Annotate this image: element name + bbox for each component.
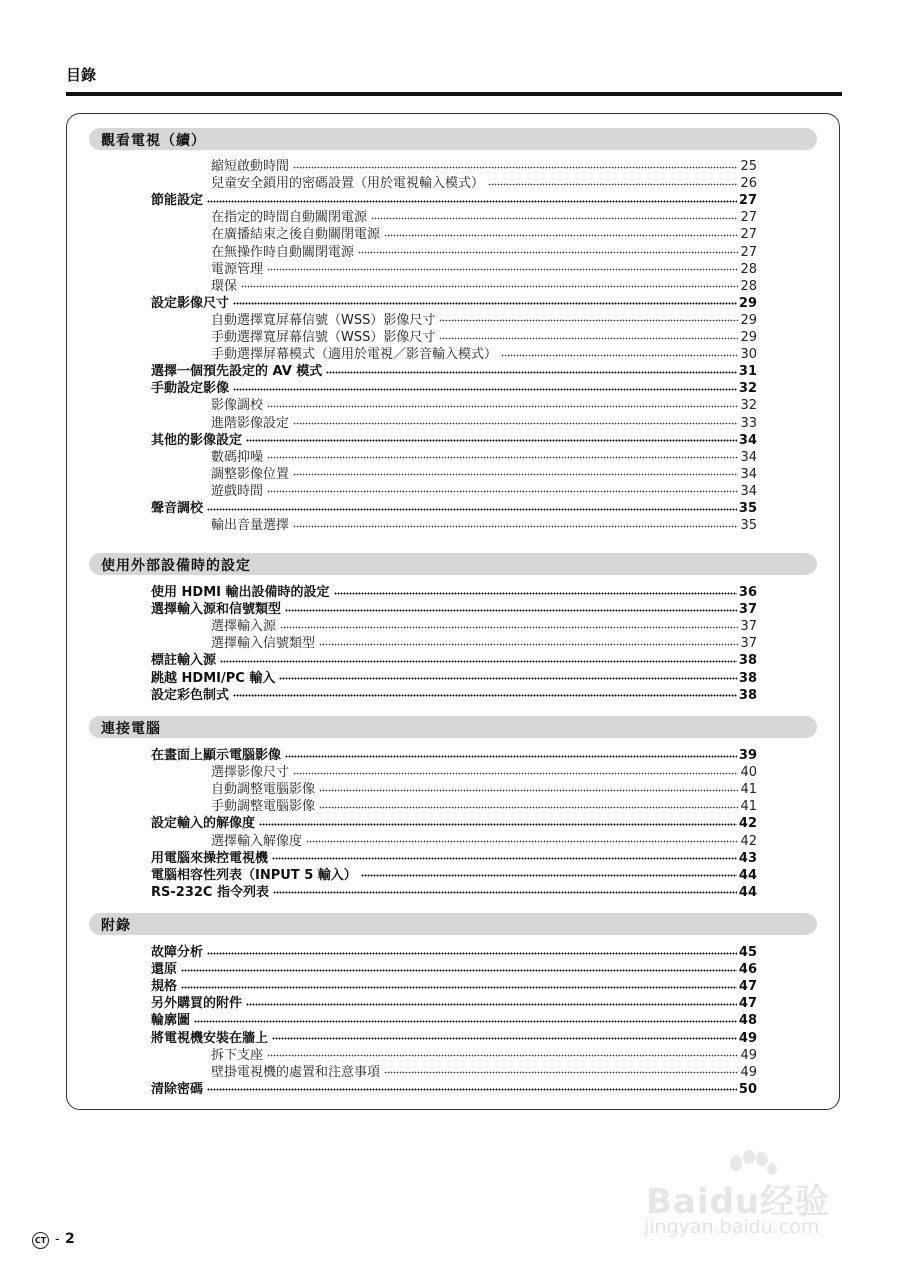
toc-entry-page: 29 <box>740 312 757 328</box>
toc-entry-page: 46 <box>738 962 757 978</box>
toc-subentry[interactable] <box>211 635 757 652</box>
dot-leader <box>181 968 737 972</box>
toc-entry-label: 環保 <box>211 278 238 294</box>
toc-subentry[interactable] <box>211 1047 757 1064</box>
toc-entry-label: 輪廓圖 <box>151 1013 191 1029</box>
toc-entry-label: 選擇影像尺寸 <box>211 765 290 781</box>
toc-entry-page: 47 <box>738 979 757 995</box>
dot-leader <box>194 1019 737 1023</box>
section-title: 使用外部設備時的設定 <box>101 558 251 574</box>
toc-entry-page: 36 <box>738 585 757 600</box>
toc-entry-label: 規格 <box>151 979 178 995</box>
toc-entry[interactable] <box>151 500 757 517</box>
toc-entry-page: 34 <box>740 449 757 465</box>
toc-entry-label: 進階影像設定 <box>211 415 290 431</box>
toc-entry-label: 在指定的時間自動關閉電源 <box>211 210 368 226</box>
toc-entry-page: 44 <box>738 867 757 883</box>
toc-entry-page: 28 <box>740 261 757 277</box>
toc-entry-page: 34 <box>740 466 757 482</box>
toc-entry-page: 26 <box>740 176 757 192</box>
toc-entry-label: 自動調整電腦影像 <box>211 782 316 798</box>
toc-entry-page: 37 <box>740 636 757 652</box>
dot-leader <box>273 891 737 895</box>
section-title: 觀看電視（續） <box>101 133 206 149</box>
toc-entry[interactable] <box>151 601 757 618</box>
dot-leader <box>241 285 738 289</box>
toc-entry-page: 27 <box>740 210 757 226</box>
toc-entry-label: 節能設定 <box>151 193 204 209</box>
dot-leader <box>272 857 737 861</box>
toc-entry-label: 還原 <box>151 962 178 978</box>
toc-entry[interactable] <box>151 192 757 209</box>
toc-entry-label: 將電視機安裝在牆上 <box>151 1030 269 1046</box>
toc-entry-label: 使用 HDMI 輸出設備時的設定 <box>151 585 330 600</box>
dot-leader <box>233 302 737 306</box>
toc-entry-label: 設定影像尺寸 <box>151 295 230 311</box>
footer-page-number: 2 <box>65 1231 75 1247</box>
toc-entry-label: 拆下支座 <box>211 1047 264 1063</box>
toc-entry-page: 49 <box>740 1047 757 1063</box>
toc-entry-page: 42 <box>738 816 757 832</box>
footer-lang-badge: CT <box>32 1232 49 1249</box>
dot-leader <box>439 336 738 340</box>
toc-entry-page: 29 <box>740 330 757 345</box>
toc-entry[interactable] <box>151 1012 757 1029</box>
toc-entry-label: 影像調校 <box>211 398 264 414</box>
toc-subentry[interactable] <box>211 483 757 500</box>
toc-subentry[interactable] <box>211 329 757 346</box>
dot-leader <box>207 1088 737 1092</box>
toc-entry-label: 手動設定影像 <box>151 381 230 397</box>
toc-entry-page: 37 <box>740 619 757 635</box>
toc-entry-page: 39 <box>738 748 757 763</box>
toc-subentry[interactable] <box>211 175 757 192</box>
toc-subentry[interactable] <box>211 466 757 483</box>
toc-entry[interactable] <box>151 380 757 397</box>
section-header <box>89 128 817 150</box>
toc-entry-page: 34 <box>740 483 757 499</box>
dot-leader <box>267 456 738 460</box>
toc-entry-label: 聲音調校 <box>151 501 204 516</box>
toc-entry-page: 28 <box>740 278 757 294</box>
toc-subentry[interactable] <box>211 449 757 466</box>
toc-entry[interactable] <box>151 584 757 601</box>
dot-leader <box>358 251 738 255</box>
toc-subentry[interactable] <box>211 346 757 363</box>
dot-leader <box>293 165 738 169</box>
toc-entry-page: 27 <box>740 244 757 260</box>
toc-entry-page: 47 <box>738 996 757 1012</box>
toc-entry-page: 29 <box>738 295 757 311</box>
toc-subentry[interactable] <box>211 415 757 432</box>
toc-entry-label: 設定輸入的解像度 <box>151 816 256 832</box>
toc-entry-label: 手動選擇屏幕模式（適用於電視／影音輸入模式） <box>211 347 498 363</box>
dot-leader <box>293 422 738 426</box>
section-header <box>89 553 817 575</box>
section-title: 連接電腦 <box>101 721 161 737</box>
dot-leader <box>361 874 737 878</box>
dot-leader <box>293 524 738 528</box>
toc-subentry[interactable] <box>211 226 757 243</box>
toc-subentry[interactable] <box>211 781 757 798</box>
toc-entry[interactable] <box>151 295 757 312</box>
footer-separator: - <box>55 1232 60 1247</box>
toc-entry-page: 38 <box>738 670 757 686</box>
page-header-title: 目錄 <box>66 66 97 84</box>
dot-leader <box>306 840 738 844</box>
toc-entry-page: 27 <box>740 227 757 243</box>
toc-entry-page: 33 <box>740 415 757 431</box>
dot-leader <box>207 951 737 955</box>
toc-entry[interactable] <box>151 687 757 704</box>
toc-entry-page: 41 <box>740 799 757 815</box>
dot-leader <box>371 216 738 220</box>
dot-leader <box>246 439 737 443</box>
dot-leader <box>207 199 737 203</box>
toc-entry[interactable] <box>151 815 757 832</box>
toc-entry-label: 在廣播結束之後自動關閉電源 <box>211 227 381 243</box>
toc-subentry[interactable] <box>211 312 757 329</box>
dot-leader <box>319 788 738 792</box>
dot-leader <box>233 387 737 391</box>
section-title: 附錄 <box>101 918 131 934</box>
toc-entry-page: 50 <box>738 1081 757 1097</box>
toc-entry-label: 電腦相容性列表（INPUT 5 輸入） <box>151 867 357 883</box>
dot-leader <box>384 1071 738 1075</box>
toc-entry[interactable] <box>151 944 757 961</box>
toc-entry-label: 跳越 HDMI/PC 輸入 <box>151 670 276 686</box>
toc-entry-label: 選擇輸入源 <box>211 619 277 635</box>
toc-entry-label: 選擇輸入解像度 <box>211 833 303 849</box>
toc-subentry[interactable] <box>211 244 757 261</box>
dot-leader <box>259 822 737 826</box>
toc-entry-page: 34 <box>738 432 757 448</box>
dot-leader <box>293 771 738 775</box>
toc-entry-label: 設定彩色制式 <box>151 687 230 703</box>
toc-entry[interactable] <box>151 867 757 884</box>
dot-leader <box>246 1002 737 1006</box>
toc-entry-label: 電源管理 <box>211 261 264 277</box>
toc-entry-page: 37 <box>738 602 757 618</box>
toc-entry-label: 壁掛電視機的處置和注意事項 <box>211 1064 381 1080</box>
toc-subentry[interactable] <box>211 158 757 175</box>
toc-entry-page: 35 <box>738 501 757 516</box>
toc-entry-label: 清除密碼 <box>151 1081 204 1097</box>
toc-entry-page: 32 <box>738 381 757 397</box>
dot-leader <box>267 268 738 272</box>
toc-entry-page: 40 <box>740 765 757 781</box>
toc-entry-label: 數碼抑噪 <box>211 449 264 465</box>
toc-entry[interactable] <box>151 884 757 901</box>
toc-entry-page: 45 <box>738 945 757 960</box>
dot-leader <box>233 694 737 698</box>
toc-entry-label: 自動選擇寬屏幕信號（WSS）影像尺寸 <box>211 312 436 328</box>
toc-entry-page: 43 <box>738 850 757 866</box>
dot-leader <box>439 319 738 323</box>
toc-entry-label: RS-232C 指令列表 <box>151 884 269 900</box>
toc-entry-page: 42 <box>740 833 757 849</box>
toc-entry-label: 故障分析 <box>151 945 204 960</box>
toc-entry-label: 標註輸入源 <box>151 653 217 669</box>
toc-entry-label: 選擇輸入信號類型 <box>211 636 316 652</box>
toc-entry[interactable] <box>151 363 757 380</box>
toc-entry[interactable] <box>151 670 757 687</box>
toc-entry-page: 30 <box>740 347 757 363</box>
toc-entry-page: 48 <box>738 1013 757 1029</box>
dot-leader <box>267 490 738 494</box>
watermark-brand: Baidu经验 <box>646 1182 831 1222</box>
toc-subentry[interactable] <box>211 261 757 278</box>
dot-leader <box>326 370 737 374</box>
toc-entry[interactable] <box>151 432 757 449</box>
toc-subentry[interactable] <box>211 1064 757 1081</box>
toc-entry-label: 調整影像位置 <box>211 466 290 482</box>
toc-subentry[interactable] <box>211 517 757 534</box>
dot-leader <box>319 642 738 646</box>
toc-subentry[interactable] <box>211 798 757 815</box>
baidu-watermark <box>640 1150 870 1250</box>
dot-leader <box>293 473 738 477</box>
toc-entry-page: 41 <box>740 782 757 798</box>
toc-subentry[interactable] <box>211 833 757 850</box>
toc-subentry[interactable] <box>211 618 757 635</box>
toc-entry-label: 遊戲時間 <box>211 483 264 499</box>
toc-entry-label: 另外購買的附件 <box>151 996 243 1012</box>
toc-entry[interactable] <box>151 978 757 995</box>
watermark-url: jingyan.baidu.com <box>644 1216 820 1238</box>
toc-entry[interactable] <box>151 1081 757 1098</box>
dot-leader <box>334 591 737 595</box>
toc-subentry[interactable] <box>211 209 757 226</box>
toc-entry-page: 25 <box>740 159 757 174</box>
toc-entry-page: 32 <box>740 398 757 414</box>
section-header <box>89 913 817 935</box>
dot-leader <box>285 608 737 612</box>
dot-leader <box>279 677 737 681</box>
toc-entry-label: 選擇輸入源和信號類型 <box>151 602 282 618</box>
toc-entry[interactable] <box>151 652 757 669</box>
toc-entry-page: 27 <box>738 193 757 209</box>
toc-entry[interactable] <box>151 747 757 764</box>
dot-leader <box>267 1054 738 1058</box>
dot-leader <box>285 754 737 758</box>
dot-leader <box>488 182 738 186</box>
toc-entry-label: 在無操作時自動關閉電源 <box>211 244 355 260</box>
toc-entry[interactable] <box>151 961 757 978</box>
toc-entry-page: 35 <box>740 518 757 534</box>
toc-entry-label: 輸出音量選擇 <box>211 518 290 534</box>
section-header <box>89 716 817 738</box>
toc-entry-page: 44 <box>738 884 757 900</box>
toc-entry[interactable] <box>151 850 757 867</box>
toc-entry-label: 手動選擇寬屏幕信號（WSS）影像尺寸 <box>211 330 436 345</box>
dot-leader <box>272 1037 737 1041</box>
dot-leader <box>207 507 737 511</box>
toc-entry-label: 選擇一個預先設定的 AV 模式 <box>151 364 323 380</box>
toc-entry-label: 手動調整電腦影像 <box>211 799 316 815</box>
toc-subentry[interactable] <box>211 764 757 781</box>
toc-entry[interactable] <box>151 1030 757 1047</box>
toc-entry[interactable] <box>151 995 757 1012</box>
dot-leader <box>501 353 738 357</box>
dot-leader <box>280 625 738 629</box>
toc-entry-page: 38 <box>738 687 757 703</box>
header-rule <box>66 92 842 96</box>
dot-leader <box>267 404 738 408</box>
dot-leader <box>181 985 737 989</box>
toc-entry-page: 31 <box>738 364 757 380</box>
toc-entry-label: 兒童安全鎖用的密碼設置（用於電視輸入模式） <box>211 176 485 192</box>
dot-leader <box>319 805 738 809</box>
toc-entry-label: 用電腦來操控電視機 <box>151 850 269 866</box>
toc-entry-page: 49 <box>740 1064 757 1080</box>
toc-subentry[interactable] <box>211 397 757 414</box>
toc-entry-label: 其他的影像設定 <box>151 432 243 448</box>
toc-entry-page: 38 <box>738 653 757 669</box>
toc-entry-label: 縮短啟動時間 <box>211 159 290 174</box>
dot-leader <box>220 659 737 663</box>
toc-subentry[interactable] <box>211 278 757 295</box>
toc-entry-page: 49 <box>738 1030 757 1046</box>
dot-leader <box>384 233 738 237</box>
toc-entry-label: 在畫面上顯示電腦影像 <box>151 748 282 763</box>
